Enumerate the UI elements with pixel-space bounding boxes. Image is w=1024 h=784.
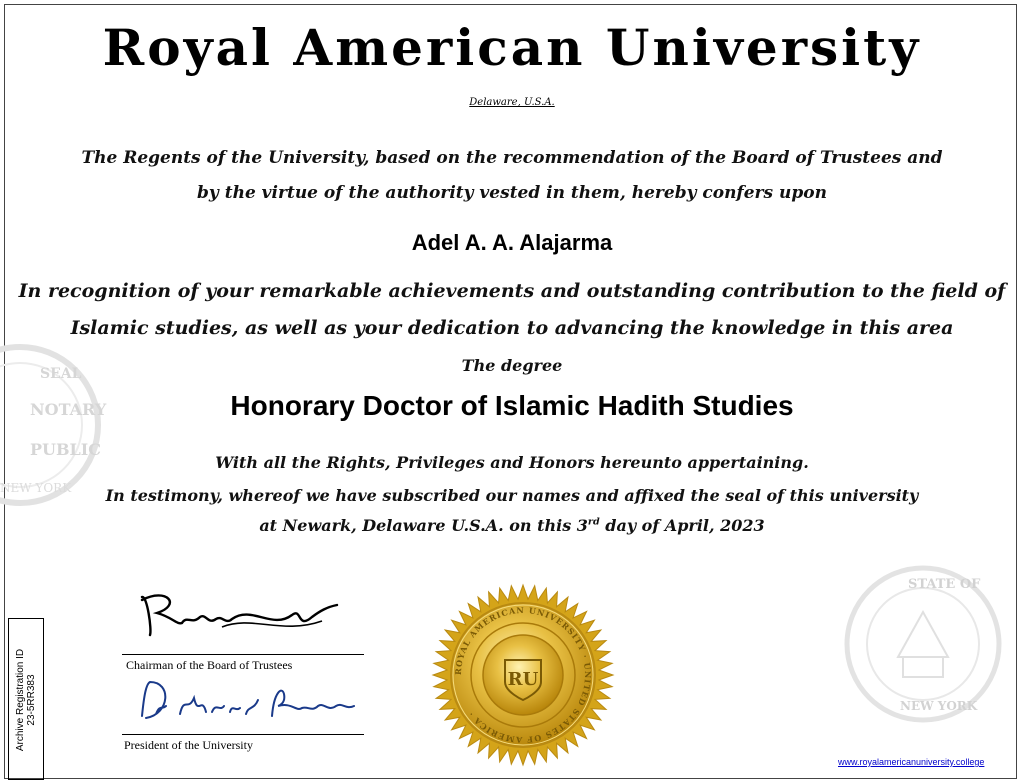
registration-text [15,649,37,751]
chairman-label: Chairman of the Board of Trustees [126,658,293,672]
testimony-line: In testimony, whereof we have subscribed our names and affixed the seal of this university [105,486,919,505]
state-seal-watermark-right [838,562,1008,727]
date-suffix: day of April, 2023 [599,516,765,535]
president-label: President of the University [124,738,253,752]
president-signature [132,676,372,728]
svg-text:ROYAL AMERICAN UNIVERSITY · UN: ROYAL AMERICAN UNIVERSITY · UNITED STATES OF AMERICA · [452,604,594,746]
university-location: Delaware, U.S.A. [469,97,555,108]
registration-id: 23-5RR383 [26,674,37,726]
recipient-name: Adel A. A. Alajarma [411,230,613,255]
registration-label: Archive Registration ID [15,648,26,752]
rights-line: With all the Rights, Privileges and Honors hereunto appertaining. [215,453,809,472]
svg-text:SEAL: SEAL [40,366,82,382]
recognition-line-1: In recognition of your remarkable achievements and outstanding contribution to the field of [18,280,1006,302]
university-gold-seal [430,582,616,768]
university-website-link[interactable]: www.royalamericanuniversity.college [838,757,985,767]
degree-intro: The degree [461,356,563,375]
svg-text:NOTARY: NOTARY [30,400,107,419]
university-title: Royal American University [102,18,922,77]
date-ordinal: rd [587,516,600,528]
date-line [0,516,1024,535]
svg-text:NEW YORK: NEW YORK [900,699,978,713]
svg-text:PUBLIC: PUBLIC [30,440,101,459]
president-signature-line [122,734,364,735]
intro-line-2: by the virtue of the authority vested in them, hereby confers upon [197,183,827,203]
degree-title: Honorary Doctor of Islamic Hadith Studies [230,390,794,421]
svg-text:NEW YORK: NEW YORK [0,481,72,495]
intro-line-1: The Regents of the University, based on the recommendation of the Board of Trustees and [81,148,943,168]
chairman-signature [122,585,362,645]
chairman-signature-line [122,654,364,655]
date-prefix: at Newark, Delaware U.S.A. on this 3 [259,516,588,535]
recognition-line-2: Islamic studies, as well as your dedication to advancing the knowledge in this area [70,317,954,339]
seal-initials: RU [507,669,539,690]
svg-text:STATE OF: STATE OF [908,577,981,592]
